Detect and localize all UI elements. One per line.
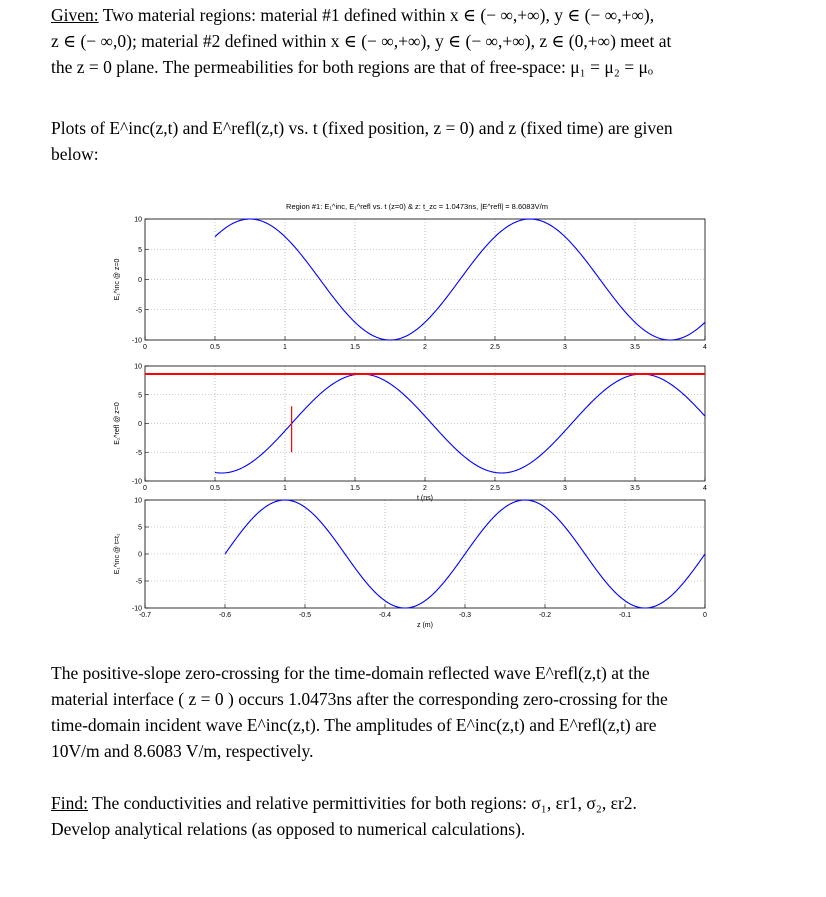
x-tick-label: 1.5 <box>350 485 360 492</box>
statement-line-1: The positive-slope zero-crossing for the time-domain reflected wave E^refl(z,t) at the <box>51 663 650 683</box>
x-tick-label: 4 <box>703 344 707 351</box>
x-tick-label: 0 <box>143 344 147 351</box>
x-tick-label: 3.5 <box>630 485 640 492</box>
x-tick-label: 2.5 <box>490 485 500 492</box>
x-axis-label: z (m) <box>417 622 433 629</box>
x-tick-label: 0.5 <box>210 485 220 492</box>
x-tick-label: 2 <box>423 344 427 351</box>
statement-paragraph <box>51 660 771 764</box>
x-tick-label: -0.3 <box>458 612 472 619</box>
x-tick-label: 1 <box>283 485 287 492</box>
plots-intro-paragraph <box>51 115 771 167</box>
y-tick-label: -10 <box>131 337 142 345</box>
plots-intro-line-1: Plots of E^inc(z,t) and E^refl(z,t) vs. t (fixed position, z = 0) and z (fixed time) are given <box>51 118 673 138</box>
find-line-2: Develop analytical relations (as opposed to numerical calculations). <box>51 819 526 839</box>
find-paragraph <box>51 790 771 842</box>
x-axis-label: t (ns) <box>417 495 433 502</box>
x-tick-label: -0.7 <box>138 612 152 619</box>
given-line-1: Given: Two material regions: material #1 defined within x ∈ (− ∞,+∞), y ∈ (− ∞,+∞), <box>51 5 655 25</box>
given-line-2: z ∈ (− ∞,0); material #2 defined within x ∈ (− ∞,+∞), y ∈ (− ∞,+∞), z ∈ (0,+∞) meet at <box>51 31 672 51</box>
y-tick-label: -10 <box>131 478 142 486</box>
y-tick-label: 0 <box>138 277 142 284</box>
given-label: Given: <box>51 5 99 25</box>
x-tick-label: -0.5 <box>298 612 312 619</box>
y-tick-label: -5 <box>135 307 142 315</box>
x-tick-label: 1 <box>283 344 287 351</box>
statement-line-3: time-domain incident wave E^inc(z,t). The amplitudes of E^inc(z,t) and E^refl(z,t) are <box>51 715 657 735</box>
x-tick-label: 0 <box>703 612 707 619</box>
statement-line-2: material interface ( z = 0 ) occurs 1.0473ns after the corresponding zero-crossing for the <box>51 689 668 709</box>
given-paragraph <box>51 2 771 80</box>
x-tick-label: 1.5 <box>350 344 360 351</box>
x-tick-label: 3 <box>563 485 567 492</box>
x-tick-label: 0.5 <box>210 344 220 351</box>
find-line-1: Find: The conductivities and relative permittivities for both regions: σ₁, εr1, σ₂, εr2. <box>51 793 637 813</box>
x-tick-label: 3.5 <box>630 344 640 351</box>
y-tick-label: 5 <box>138 524 142 532</box>
x-tick-label: 2 <box>423 485 427 492</box>
series-line <box>225 500 705 608</box>
y-tick-label: 10 <box>134 363 142 371</box>
y-axis-label: E₁^refl @ z=0 <box>114 402 121 445</box>
x-tick-label: -0.6 <box>218 612 232 619</box>
y-tick-label: -5 <box>135 449 142 457</box>
x-tick-label: 0 <box>143 485 147 492</box>
y-tick-label: -5 <box>135 578 142 586</box>
y-tick-label: 0 <box>138 421 142 428</box>
figure <box>100 190 730 630</box>
statement-line-4: 10V/m and 8.6083 V/m, respectively. <box>51 741 314 761</box>
find-label: Find: <box>51 793 88 813</box>
y-tick-label: 0 <box>138 551 142 559</box>
x-tick-label: 4 <box>703 485 707 492</box>
y-axis-label: E₁^inc @ z=0 <box>114 258 121 301</box>
y-tick-label: -10 <box>131 605 142 613</box>
y-tick-label: 5 <box>138 392 142 400</box>
y-axis-label: E₁^inc @ t=t₁ <box>114 533 121 575</box>
x-tick-label: 2.5 <box>490 344 500 351</box>
y-tick-label: 10 <box>134 216 142 224</box>
x-tick-label: -0.1 <box>618 612 632 619</box>
y-tick-label: 5 <box>138 246 142 254</box>
x-tick-label: -0.4 <box>378 612 392 619</box>
y-tick-label: 10 <box>134 497 142 505</box>
figure-title: Region #1: E₁^inc, E₁^refl vs. t (z=0) & z: t_zc = 1.0473ns, |E^refl| = 8.6083V/m <box>286 202 548 211</box>
x-tick-label: 3 <box>563 344 567 351</box>
given-line-3: the z = 0 plane. The permeabilities for both regions are that of free-space: μ₁ = μ₂ = μₒ <box>51 57 653 77</box>
plots-intro-line-2: below: <box>51 144 99 164</box>
x-tick-label: -0.2 <box>538 612 552 619</box>
